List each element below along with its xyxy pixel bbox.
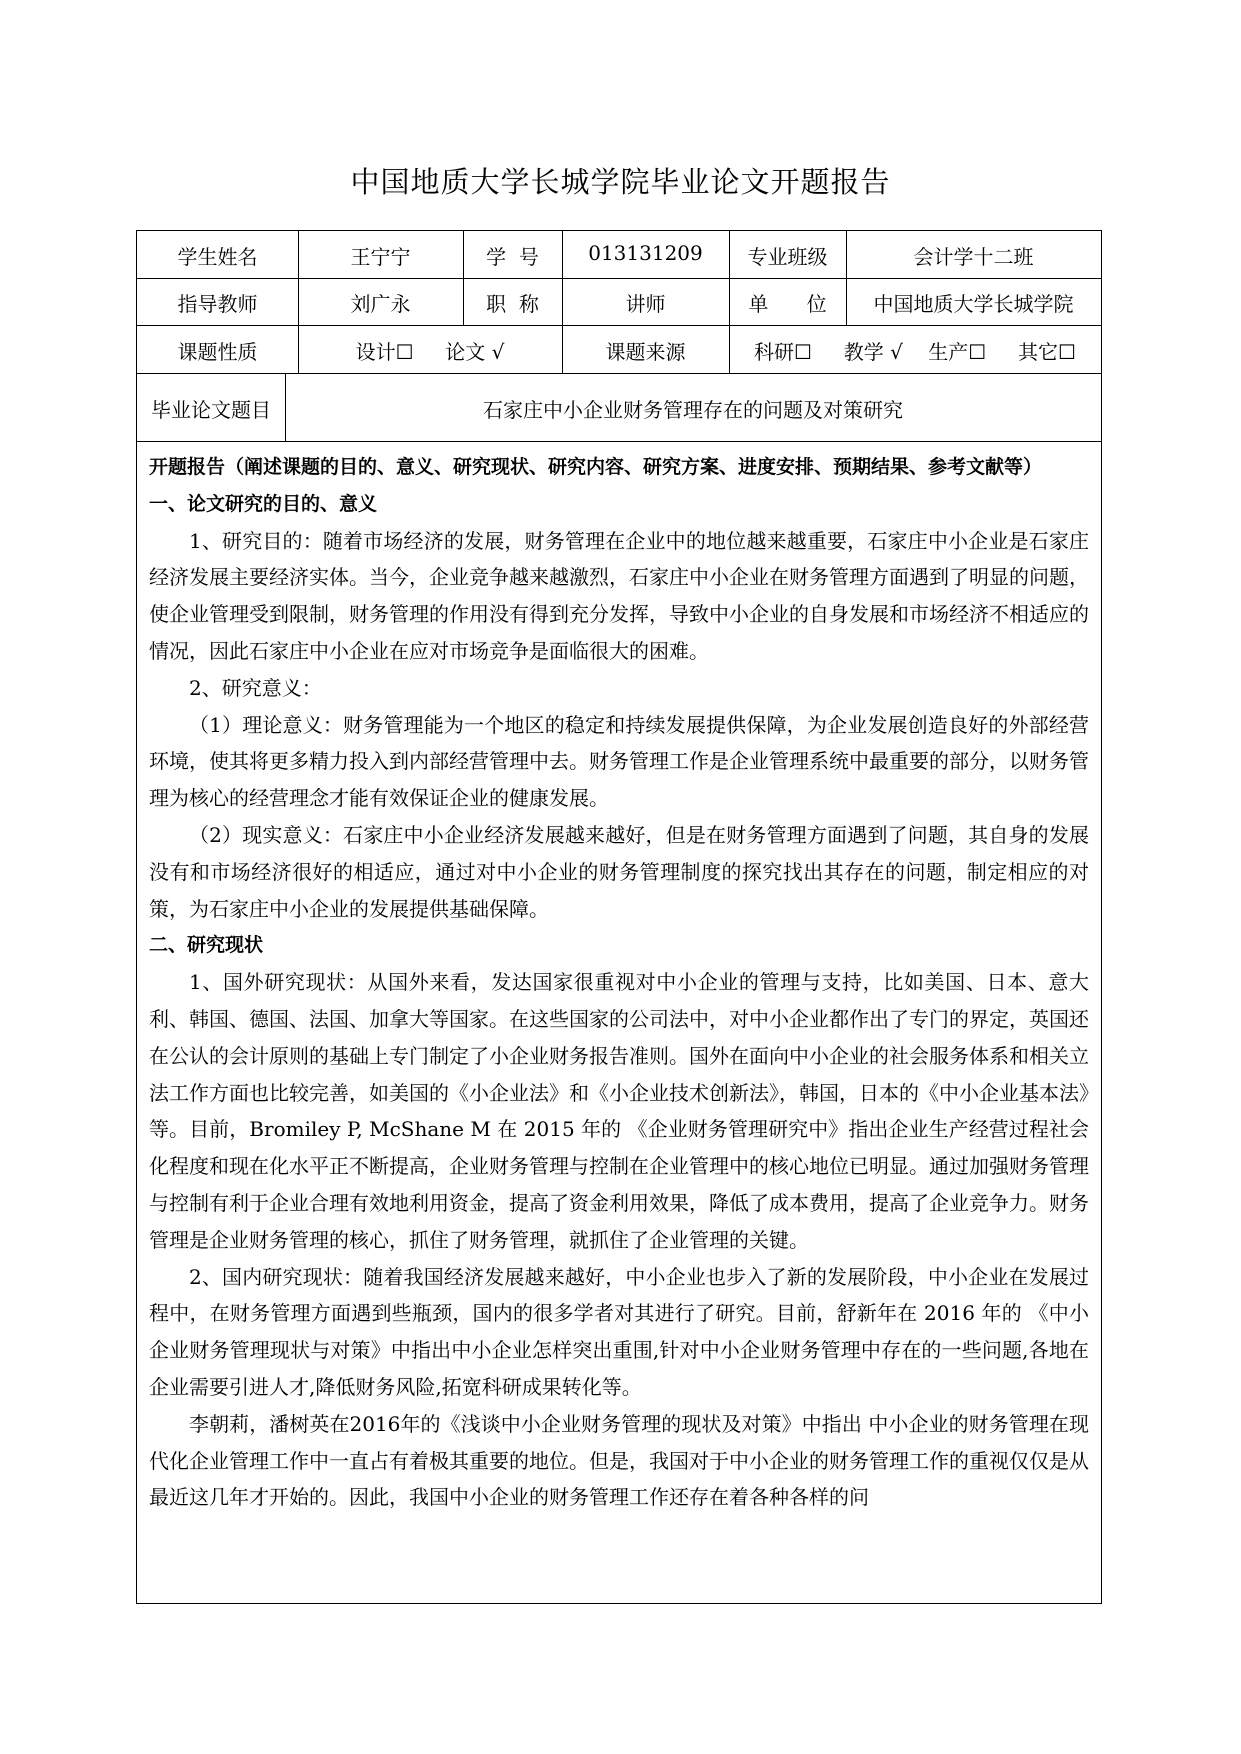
paragraph-domestic-research: 2、国内研究现状：随着我国经济发展越来越好，中小企业也步入了新的发展阶段，中小企业在发展过程中，在财务管理方面遇到些瓶颈，国内的很多学者对其进行了研究。目前，舒新年在 2016 年的 《中小企业财务管理现状与对策》中指出中小企业怎样突出重围,针对中小企业财务管理中存在的一些问题,各地在企业需要引进人才,降低财务风险,拓宽科研成果转化等。 <box>149 1264 1089 1399</box>
row-divider <box>137 373 1101 374</box>
advisor-value: 刘广永 <box>350 292 411 316</box>
report-body <box>149 449 1089 1516</box>
paragraph-purpose: 1、研究目的：随着市场经济的发展，财务管理在企业中的地位越来越重要，石家庄中小企业是石家庄经济发展主要经济实体。当今，企业竞争越来越激烈，石家庄中小企业在财务管理方面遇到了明显的问题，使企业管理受到限制，财务管理的作用没有得到充分发挥，导致中小企业的自身发展和市场经济不相适应的情况，因此石家庄中小企业在应对市场竞争是面临很大的困难。 <box>149 528 1089 663</box>
page-title: 中国地质大学长城学院毕业论文开题报告 <box>350 165 891 199</box>
nature-label: 课题性质 <box>177 340 258 364</box>
section-title-status: 二、研究现状 <box>149 934 264 957</box>
unit-label: 单 位 <box>748 292 827 316</box>
paragraph-li-chaoli: 李朝莉，潘树英在2016年的《浅谈中小企业财务管理的现状及对策》中指出 中小企业的财务管理在现代化企业管理工作中一直占有着极其重要的地位。但是，我国对于中小企业的财务管理工作的重视仅仅是从最近这几年才开始的。因此，我国中小企业的财务管理工作还存在着各种各样的问 <box>149 1411 1089 1510</box>
report-heading: 开题报告（阐述课题的目的、意义、研究现状、研究内容、研究方案、进度安排、预期结果、参考文献等） <box>149 456 1043 478</box>
student-id-label: 学 号 <box>486 245 539 269</box>
section-title-purpose: 一、论文研究的目的、意义 <box>149 492 378 515</box>
source-label: 课题来源 <box>605 340 686 364</box>
advisor-label: 指导教师 <box>177 292 258 316</box>
student-id-value: 013131209 <box>588 241 703 265</box>
paragraph-practical-significance: （2）现实意义：石家庄中小企业经济发展越来越好，但是在财务管理方面遇到了问题，其自身的发展没有和市场经济很好的相适应，通过对中小企业的财务管理制度的探究找出其存在的问题，制定相应的对策，为石家庄中小企业的发展提供基础保障。 <box>149 822 1089 921</box>
paragraph-foreign-research: 1、国外研究现状：从国外来看，发达国家很重视对中小企业的管理与支持，比如美国、日本、意大利、韩国、德国、法国、加拿大等国家。在这些国家的公司法中，对中小企业都作出了专门的界定，英国还在公认的会计原则的基础上专门制定了小企业财务报告准则。国外在面向中小企业的社会服务体系和相关立法工作方面也比较完善，如美国的《小企业法》和《小企业技术创新法》，韩国，日本的《中小企业基本法》等。目前，Bromiley P, McShane M 在 2015 年的 《企业财务管理研究中》指出企业生产经营过程社会化程度和现在化水平正不断提高，企业财务管理与控制在企业管理中的核心地位已明显。通过加强财务管理与控制有利于企业合理有效地利用资金，提高了资金利用效果，降低了成本费用，提高了企业竞争力。财务管理是企业财务管理的核心，抓住了财务管理，就抓住了企业管理的关键。 <box>149 970 1089 1252</box>
row-divider <box>137 278 1101 279</box>
thesis-title-label: 毕业论文题目 <box>151 398 271 422</box>
thesis-title-value: 石家庄中小企业财务管理存在的问题及对策研究 <box>483 398 903 422</box>
student-name-value: 王宁宁 <box>350 245 411 269</box>
source-options: 科研☐ 教学 √ 生产☐ 其它☐ <box>754 340 1076 364</box>
nature-options: 设计☐ 论文 √ <box>355 340 505 364</box>
paragraph-significance-heading: 2、研究意义： <box>189 675 322 700</box>
advisor-title-value: 讲师 <box>625 292 666 316</box>
class-value: 会计学十二班 <box>913 245 1034 269</box>
row-divider <box>137 441 1101 442</box>
advisor-title-label: 职 称 <box>486 292 539 316</box>
class-label: 专业班级 <box>747 245 828 269</box>
row-divider <box>137 325 1101 326</box>
paragraph-theoretical-significance: （1）理论意义：财务管理能为一个地区的稳定和持续发展提供保障，为企业发展创造良好的外部经营环境，使其将更多精力投入到内部经营管理中去。财务管理工作是企业管理系统中最重要的部分，以财务管理为核心的经营理念才能有效保证企业的健康发展。 <box>149 712 1089 811</box>
unit-value: 中国地质大学长城学院 <box>873 292 1074 316</box>
student-name-label: 学生姓名 <box>177 245 258 269</box>
report-form-table <box>136 230 1102 1604</box>
